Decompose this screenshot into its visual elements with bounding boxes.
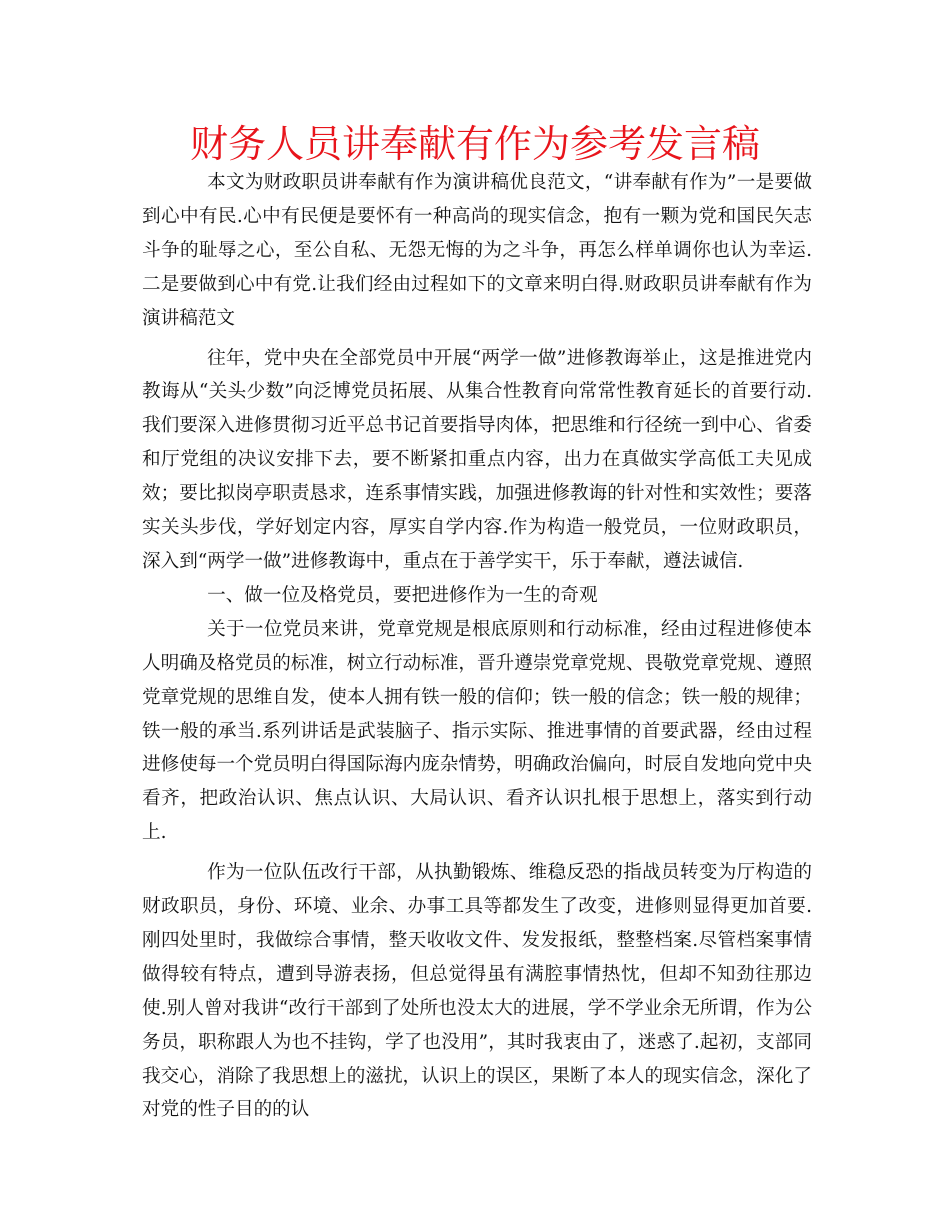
paragraph-party-rules: 关于一位党员来讲，党章党规是根底原则和行动标准，经由过程进修使本人明确及格党员的标准，树立行动标准，晋升遵崇党章党规、畏敬党章党规、遵照党章党规的思维自发，使本人拥有铁一般的信仰；铁一般的信念；铁一般的规律；铁一般的承当.系列讲话是武装脑子、指示实际、推进事情的首要武器，经由过程进修使每一个党员明白得国际海内庞杂情势，明确政治偏向，时辰自发地向党中央看齐，把政治认识、焦点认识、大局认识、看齐认识扎根于思想上，落实到行动上. xyxy=(142,618,812,844)
section-heading-one: 一、做一位及格党员，要把进修作为一生的奇观 xyxy=(207,584,598,606)
paragraph-transferred-cadre: 作为一位队伍改行干部，从执勤锻炼、维稳反恐的指战员转变为厅构造的财政职员，身份、环境、业余、办事工具等都发生了改变，进修则显得更加首要.刚四处里时，我做综合事情，整天收收文件、发发报纸，整整档案.尽管档案事情做得较有特点，遭到导游表扬，但总觉得虽有满腔事情热忱，但却不知劲往那边使.别人曾对我讲“改行干部到了处所也没太大的进展，学不学业余无所谓，作为公务员，职称跟人为也不挂钩，学了也没用”，其时我衷由了，迷惑了.起初，支部同我交心，消除了我思想上的滋扰，认识上的误区，果断了本人的现实信念，深化了对党的性子目的的认 xyxy=(142,862,812,1121)
paragraph-intro: 本文为财政职员讲奉献有作为演讲稿优良范文，“讲奉献有作为”一是要做到心中有民.心中有民便是要怀有一种高尚的现实信念，抱有一颗为党和国民矢志斗争的耻辱之心，至公自私、无怨无悔的为之斗争，再怎么样单调你也认为幸运.二是要做到心中有党.让我们经由过程如下的文章来明白得.财政职员讲奉献有作为演讲稿范文 xyxy=(142,172,812,329)
document-body xyxy=(142,166,812,1127)
paragraph-two-study-one-do: 往年，党中央在全部党员中开展“两学一做”进修教诲举止，这是推进党内教诲从“关头少数”向泛博党员拓展、从集合性教育向常常性教育延长的首要行动.我们要深入进修贯彻习近平总书记首要指导肉体，把思维和行径统一到中心、省委和厅党组的决议安排下去，要不断紧扣重点内容，出力在真做实学高低工夫见成效；要比拟岗亭职责恳求，连系事情实践，加强进修教诲的针对性和实效性；要落实关头步伐，学好划定内容，厚实自学内容.作为构造一般党员，一位财政职员，深入到“两学一做”进修教诲中，重点在于善学实干，乐于奉献，遵法诚信. xyxy=(142,347,812,572)
document-title: 财务人员讲奉献有作为参考发言稿 xyxy=(189,122,760,166)
